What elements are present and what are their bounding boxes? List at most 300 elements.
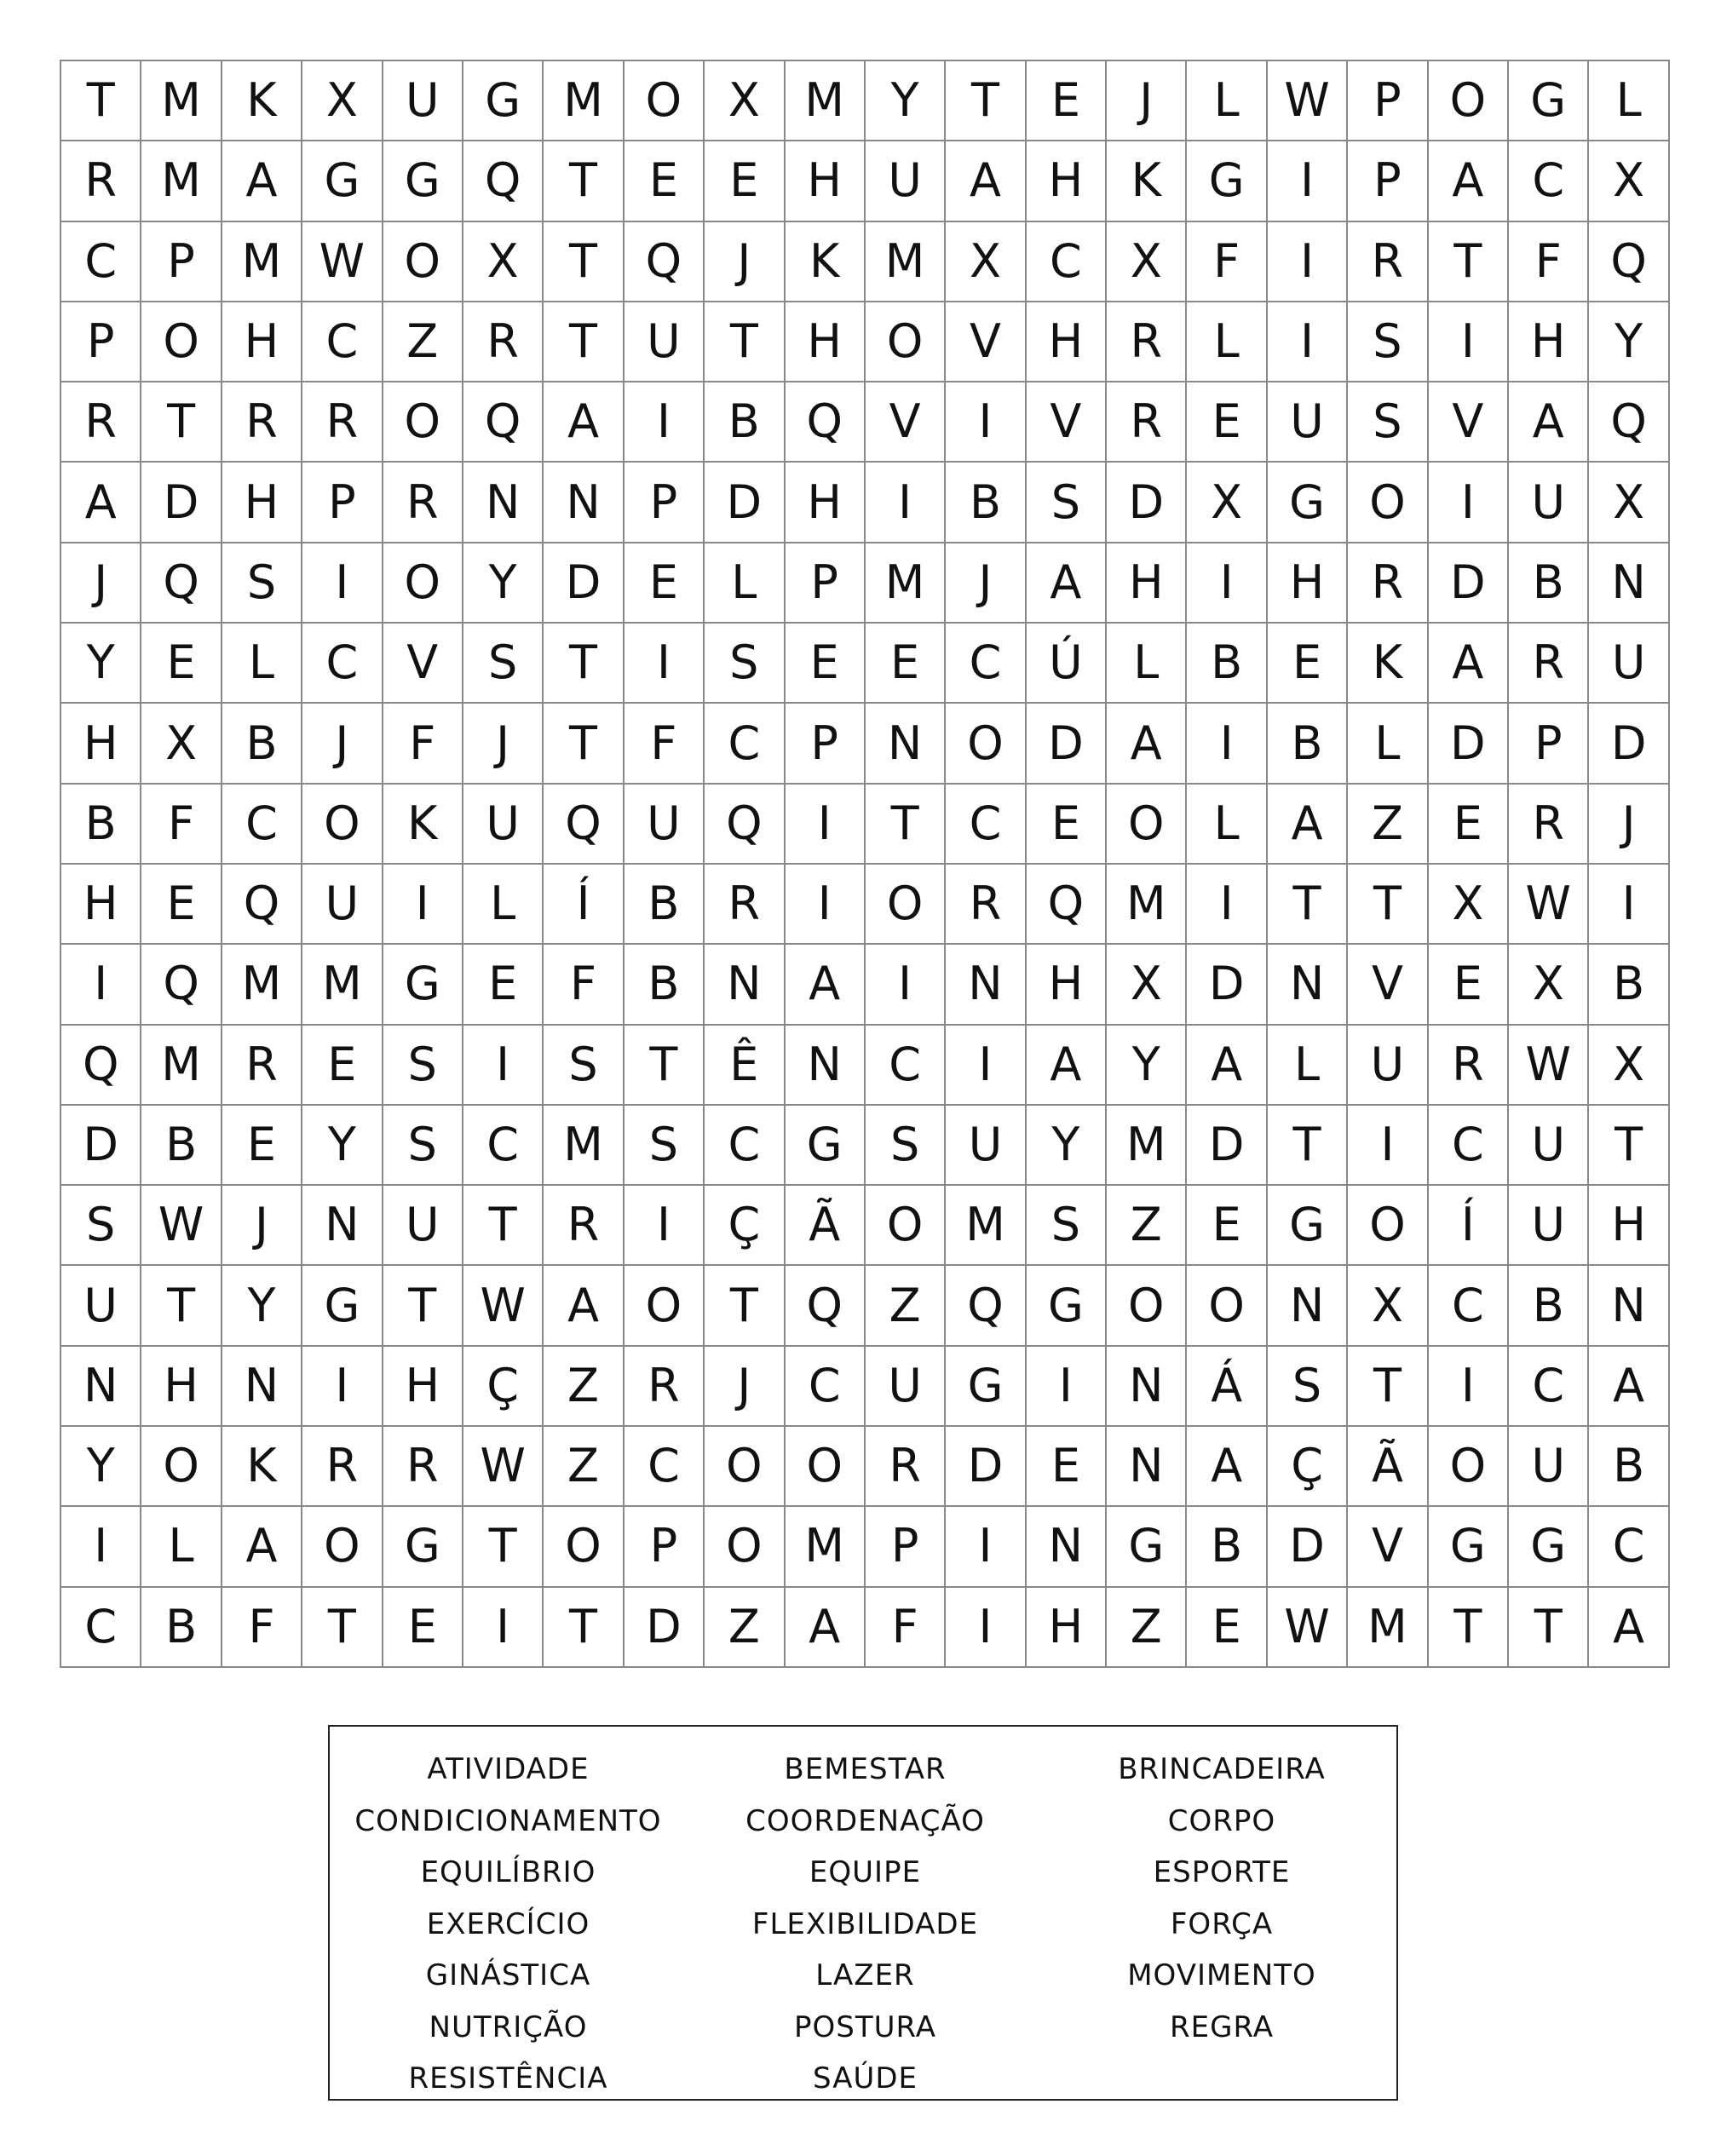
grid-cell[interactable]: U [1509,1186,1589,1266]
grid-cell[interactable]: J [705,1347,785,1427]
grid-cell[interactable]: T [544,704,624,784]
grid-cell[interactable]: M [544,61,624,141]
grid-cell[interactable]: A [1187,1026,1267,1106]
grid-cell[interactable]: M [141,61,222,141]
grid-cell[interactable]: O [1107,785,1187,865]
grid-cell[interactable]: X [1589,1026,1669,1106]
grid-cell[interactable]: V [383,624,463,704]
grid-cell[interactable]: N [463,463,544,543]
grid-cell[interactable]: I [1268,141,1348,221]
grid-cell[interactable]: I [946,1507,1026,1587]
grid-cell[interactable]: D [544,543,624,624]
grid-cell[interactable]: Ã [786,1186,866,1266]
grid-cell[interactable]: O [866,302,946,382]
grid-cell[interactable]: M [1348,1588,1428,1668]
grid-cell[interactable]: U [1348,1026,1428,1106]
grid-cell[interactable]: E [141,865,222,945]
grid-cell[interactable]: A [1509,382,1589,463]
grid-cell[interactable]: A [1187,1427,1267,1507]
grid-cell[interactable]: Z [1107,1588,1187,1668]
grid-cell[interactable]: W [1509,865,1589,945]
grid-cell[interactable]: T [1268,865,1348,945]
grid-cell[interactable]: I [1589,865,1669,945]
grid-cell[interactable]: D [1107,463,1187,543]
grid-cell[interactable]: L [705,543,785,624]
grid-cell[interactable]: M [544,1106,624,1186]
grid-cell[interactable]: A [1429,141,1509,221]
grid-cell[interactable]: G [786,1106,866,1186]
grid-cell[interactable]: E [141,624,222,704]
grid-cell[interactable]: V [1348,1507,1428,1587]
grid-cell[interactable]: J [222,1186,302,1266]
grid-cell[interactable]: I [946,1588,1026,1668]
grid-cell[interactable]: A [1589,1347,1669,1427]
grid-cell[interactable]: F [141,785,222,865]
grid-cell[interactable]: C [1429,1106,1509,1186]
grid-cell[interactable]: X [946,222,1026,302]
grid-cell[interactable]: T [544,624,624,704]
grid-cell[interactable]: C [705,704,785,784]
grid-cell[interactable]: E [222,1106,302,1186]
grid-cell[interactable]: Q [705,785,785,865]
grid-cell[interactable]: A [946,141,1026,221]
grid-cell[interactable]: J [1107,61,1187,141]
grid-cell[interactable]: M [141,1026,222,1106]
grid-cell[interactable]: I [946,382,1026,463]
grid-cell[interactable]: I [1187,704,1267,784]
grid-cell[interactable]: S [1027,463,1107,543]
grid-cell[interactable]: C [1589,1507,1669,1587]
grid-cell[interactable]: B [705,382,785,463]
grid-cell[interactable]: H [222,302,302,382]
grid-cell[interactable]: A [786,1588,866,1668]
grid-cell[interactable]: R [705,865,785,945]
grid-cell[interactable]: O [786,1427,866,1507]
grid-cell[interactable]: C [866,1026,946,1106]
grid-cell[interactable]: U [866,1347,946,1427]
grid-cell[interactable]: C [302,302,383,382]
grid-cell[interactable]: I [786,865,866,945]
grid-cell[interactable]: S [463,624,544,704]
grid-cell[interactable]: Í [544,865,624,945]
grid-cell[interactable]: P [302,463,383,543]
grid-cell[interactable]: X [1589,463,1669,543]
grid-cell[interactable]: X [1107,945,1187,1025]
grid-cell[interactable]: I [61,945,141,1025]
grid-cell[interactable]: E [1429,945,1509,1025]
grid-cell[interactable]: Q [1589,382,1669,463]
grid-cell[interactable]: G [302,1266,383,1346]
grid-cell[interactable]: B [625,865,705,945]
grid-cell[interactable]: R [1509,785,1589,865]
grid-cell[interactable]: W [463,1266,544,1346]
grid-cell[interactable]: G [1509,61,1589,141]
grid-cell[interactable]: D [705,463,785,543]
grid-cell[interactable]: C [1429,1266,1509,1346]
grid-cell[interactable]: N [61,1347,141,1427]
grid-cell[interactable]: Z [544,1347,624,1427]
grid-cell[interactable]: O [383,382,463,463]
grid-cell[interactable]: P [786,704,866,784]
grid-cell[interactable]: I [1027,1347,1107,1427]
grid-cell[interactable]: K [1107,141,1187,221]
grid-cell[interactable]: F [1509,222,1589,302]
grid-cell[interactable]: W [141,1186,222,1266]
grid-cell[interactable]: Q [544,785,624,865]
grid-cell[interactable]: E [463,945,544,1025]
grid-cell[interactable]: I [1268,302,1348,382]
grid-cell[interactable]: R [383,1427,463,1507]
grid-cell[interactable]: K [222,61,302,141]
grid-cell[interactable]: W [1268,61,1348,141]
grid-cell[interactable]: U [1268,382,1348,463]
grid-cell[interactable]: T [946,61,1026,141]
grid-cell[interactable]: J [302,704,383,784]
grid-cell[interactable]: T [544,222,624,302]
grid-cell[interactable]: L [1187,302,1267,382]
grid-cell[interactable]: T [383,1266,463,1346]
grid-cell[interactable]: M [866,543,946,624]
grid-cell[interactable]: E [1187,1588,1267,1668]
grid-cell[interactable]: H [1589,1186,1669,1266]
grid-cell[interactable]: O [302,1507,383,1587]
grid-cell[interactable]: Q [786,1266,866,1346]
grid-cell[interactable]: B [1268,704,1348,784]
grid-cell[interactable]: A [222,1507,302,1587]
grid-cell[interactable]: O [141,302,222,382]
grid-cell[interactable]: R [866,1427,946,1507]
grid-cell[interactable]: R [222,382,302,463]
grid-cell[interactable]: R [1107,302,1187,382]
grid-cell[interactable]: D [1187,945,1267,1025]
grid-cell[interactable]: X [302,61,383,141]
grid-cell[interactable]: D [1187,1106,1267,1186]
grid-cell[interactable]: A [786,945,866,1025]
grid-cell[interactable]: U [1509,1106,1589,1186]
grid-cell[interactable]: F [1187,222,1267,302]
grid-cell[interactable]: O [1187,1266,1267,1346]
grid-cell[interactable]: S [383,1026,463,1106]
grid-cell[interactable]: G [463,61,544,141]
grid-cell[interactable]: I [1268,222,1348,302]
grid-cell[interactable]: T [463,1507,544,1587]
grid-cell[interactable]: N [544,463,624,543]
grid-cell[interactable]: K [383,785,463,865]
grid-cell[interactable]: Ê [705,1026,785,1106]
grid-cell[interactable]: S [1268,1347,1348,1427]
grid-cell[interactable]: R [1348,543,1428,624]
grid-cell[interactable]: R [463,302,544,382]
grid-cell[interactable]: H [383,1347,463,1427]
grid-cell[interactable]: I [625,382,705,463]
grid-cell[interactable]: Y [1107,1026,1187,1106]
grid-cell[interactable]: O [141,1427,222,1507]
grid-cell[interactable]: X [1348,1266,1428,1346]
grid-cell[interactable]: R [544,1186,624,1266]
grid-cell[interactable]: Q [222,865,302,945]
grid-cell[interactable]: B [1187,1507,1267,1587]
grid-cell[interactable]: P [1348,141,1428,221]
grid-cell[interactable]: H [222,463,302,543]
grid-cell[interactable]: R [1107,382,1187,463]
grid-cell[interactable]: B [946,463,1026,543]
grid-cell[interactable]: M [1107,1106,1187,1186]
grid-cell[interactable]: I [302,543,383,624]
grid-cell[interactable]: U [1589,624,1669,704]
grid-cell[interactable]: C [302,624,383,704]
grid-cell[interactable]: O [1107,1266,1187,1346]
grid-cell[interactable]: A [1027,543,1107,624]
grid-cell[interactable]: H [1027,945,1107,1025]
grid-cell[interactable]: N [1107,1347,1187,1427]
grid-cell[interactable]: K [222,1427,302,1507]
grid-cell[interactable]: G [1509,1507,1589,1587]
grid-cell[interactable]: T [141,1266,222,1346]
grid-cell[interactable]: K [786,222,866,302]
grid-cell[interactable]: S [383,1106,463,1186]
grid-cell[interactable]: M [222,222,302,302]
grid-cell[interactable]: M [946,1186,1026,1266]
grid-cell[interactable]: Y [61,624,141,704]
grid-cell[interactable]: A [544,1266,624,1346]
grid-cell[interactable]: O [383,543,463,624]
grid-cell[interactable]: U [1509,1427,1589,1507]
grid-cell[interactable]: H [1027,141,1107,221]
grid-cell[interactable]: Z [1348,785,1428,865]
grid-cell[interactable]: W [302,222,383,302]
grid-cell[interactable]: D [946,1427,1026,1507]
grid-cell[interactable]: A [1107,704,1187,784]
grid-cell[interactable]: N [1589,1266,1669,1346]
grid-cell[interactable]: C [786,1347,866,1427]
grid-cell[interactable]: P [1509,704,1589,784]
grid-cell[interactable]: H [1027,1588,1107,1668]
grid-cell[interactable]: S [705,624,785,704]
grid-cell[interactable]: D [625,1588,705,1668]
grid-cell[interactable]: T [705,1266,785,1346]
grid-cell[interactable]: O [302,785,383,865]
grid-cell[interactable]: P [141,222,222,302]
grid-cell[interactable]: Q [463,382,544,463]
grid-cell[interactable]: M [1107,865,1187,945]
grid-cell[interactable]: E [625,543,705,624]
grid-cell[interactable]: O [705,1427,785,1507]
grid-cell[interactable]: O [1429,1427,1509,1507]
grid-cell[interactable]: I [866,463,946,543]
grid-cell[interactable]: L [463,865,544,945]
grid-cell[interactable]: H [786,302,866,382]
grid-cell[interactable]: H [61,865,141,945]
grid-cell[interactable]: H [1027,302,1107,382]
grid-cell[interactable]: Z [705,1588,785,1668]
grid-cell[interactable]: Z [866,1266,946,1346]
grid-cell[interactable]: Y [463,543,544,624]
grid-cell[interactable]: M [141,141,222,221]
grid-cell[interactable]: H [1268,543,1348,624]
grid-cell[interactable]: B [222,704,302,784]
grid-cell[interactable]: E [1187,1186,1267,1266]
grid-cell[interactable]: N [222,1347,302,1427]
grid-cell[interactable]: O [946,704,1026,784]
grid-cell[interactable]: W [1268,1588,1348,1668]
grid-cell[interactable]: L [1187,785,1267,865]
grid-cell[interactable]: Q [463,141,544,221]
grid-cell[interactable]: B [141,1106,222,1186]
grid-cell[interactable]: S [222,543,302,624]
grid-cell[interactable]: Z [544,1427,624,1507]
grid-cell[interactable]: Q [1589,222,1669,302]
grid-cell[interactable]: M [786,61,866,141]
grid-cell[interactable]: I [1187,543,1267,624]
grid-cell[interactable]: J [463,704,544,784]
grid-cell[interactable]: Ã [1348,1427,1428,1507]
grid-cell[interactable]: W [463,1427,544,1507]
grid-cell[interactable]: G [383,141,463,221]
grid-cell[interactable]: T [544,1588,624,1668]
grid-cell[interactable]: N [1589,543,1669,624]
grid-cell[interactable]: I [1429,463,1509,543]
grid-cell[interactable]: Y [1027,1106,1107,1186]
grid-cell[interactable]: Ú [1027,624,1107,704]
grid-cell[interactable]: R [1348,222,1428,302]
grid-cell[interactable]: Q [141,945,222,1025]
grid-cell[interactable]: G [946,1347,1026,1427]
grid-cell[interactable]: Á [1187,1347,1267,1427]
grid-cell[interactable]: U [946,1106,1026,1186]
grid-cell[interactable]: S [61,1186,141,1266]
grid-cell[interactable]: T [1429,222,1509,302]
grid-cell[interactable]: O [625,61,705,141]
grid-cell[interactable]: T [544,302,624,382]
grid-cell[interactable]: G [302,141,383,221]
grid-cell[interactable]: T [544,141,624,221]
grid-cell[interactable]: H [141,1347,222,1427]
grid-cell[interactable]: Ç [705,1186,785,1266]
grid-cell[interactable]: O [866,865,946,945]
grid-cell[interactable]: H [1509,302,1589,382]
grid-cell[interactable]: M [786,1507,866,1587]
grid-cell[interactable]: T [1348,1347,1428,1427]
grid-cell[interactable]: S [625,1106,705,1186]
grid-cell[interactable]: Q [141,543,222,624]
grid-cell[interactable]: U [625,785,705,865]
grid-cell[interactable]: L [141,1507,222,1587]
grid-cell[interactable]: Q [61,1026,141,1106]
grid-cell[interactable]: X [463,222,544,302]
grid-cell[interactable]: O [544,1507,624,1587]
grid-cell[interactable]: T [61,61,141,141]
grid-cell[interactable]: N [946,945,1026,1025]
grid-cell[interactable]: H [61,704,141,784]
grid-cell[interactable]: E [302,1026,383,1106]
grid-cell[interactable]: G [1268,463,1348,543]
grid-cell[interactable]: I [786,785,866,865]
grid-cell[interactable]: I [1429,1347,1509,1427]
grid-cell[interactable]: Ç [463,1347,544,1427]
grid-cell[interactable]: C [222,785,302,865]
grid-cell[interactable]: S [1027,1186,1107,1266]
grid-cell[interactable]: J [946,543,1026,624]
grid-cell[interactable]: F [222,1588,302,1668]
grid-cell[interactable]: S [544,1026,624,1106]
grid-cell[interactable]: I [625,1186,705,1266]
grid-cell[interactable]: Q [625,222,705,302]
grid-cell[interactable]: O [1348,1186,1428,1266]
grid-cell[interactable]: T [302,1588,383,1668]
grid-cell[interactable]: I [383,865,463,945]
grid-cell[interactable]: X [1187,463,1267,543]
grid-cell[interactable]: T [705,302,785,382]
grid-cell[interactable]: N [1027,1507,1107,1587]
grid-cell[interactable]: P [61,302,141,382]
grid-cell[interactable]: M [302,945,383,1025]
grid-cell[interactable]: Q [786,382,866,463]
grid-cell[interactable]: B [1187,624,1267,704]
grid-cell[interactable]: U [302,865,383,945]
grid-cell[interactable]: Y [1589,302,1669,382]
grid-cell[interactable]: P [786,543,866,624]
grid-cell[interactable]: U [383,1186,463,1266]
grid-cell[interactable]: C [1509,1347,1589,1427]
grid-cell[interactable]: B [1509,543,1589,624]
grid-cell[interactable]: X [1589,141,1669,221]
grid-cell[interactable]: N [705,945,785,1025]
grid-cell[interactable]: I [463,1026,544,1106]
grid-cell[interactable]: N [786,1026,866,1106]
grid-cell[interactable]: A [1429,624,1509,704]
grid-cell[interactable]: E [1027,61,1107,141]
grid-cell[interactable]: R [302,382,383,463]
grid-cell[interactable]: C [1027,222,1107,302]
grid-cell[interactable]: Ç [1268,1427,1348,1507]
grid-cell[interactable]: I [1429,302,1509,382]
grid-cell[interactable]: H [786,141,866,221]
grid-cell[interactable]: Q [1027,865,1107,945]
grid-cell[interactable]: A [1027,1026,1107,1106]
grid-cell[interactable]: E [705,141,785,221]
grid-cell[interactable]: E [1429,785,1509,865]
grid-cell[interactable]: U [1509,463,1589,543]
grid-cell[interactable]: V [1027,382,1107,463]
grid-cell[interactable]: I [866,945,946,1025]
grid-cell[interactable]: R [625,1347,705,1427]
grid-cell[interactable]: G [1107,1507,1187,1587]
grid-cell[interactable]: D [61,1106,141,1186]
grid-cell[interactable]: A [544,382,624,463]
grid-cell[interactable]: N [1268,945,1348,1025]
grid-cell[interactable]: C [946,624,1026,704]
grid-cell[interactable]: A [222,141,302,221]
grid-cell[interactable]: U [866,141,946,221]
grid-cell[interactable]: G [383,945,463,1025]
grid-cell[interactable]: H [786,463,866,543]
grid-cell[interactable]: D [1589,704,1669,784]
grid-cell[interactable]: Y [222,1266,302,1346]
grid-cell[interactable]: L [1348,704,1428,784]
grid-cell[interactable]: U [383,61,463,141]
grid-cell[interactable]: B [1589,945,1669,1025]
grid-cell[interactable]: S [866,1106,946,1186]
grid-cell[interactable]: E [1268,624,1348,704]
grid-cell[interactable]: V [1348,945,1428,1025]
grid-cell[interactable]: E [1187,382,1267,463]
grid-cell[interactable]: B [141,1588,222,1668]
grid-cell[interactable]: E [1027,785,1107,865]
grid-cell[interactable]: B [1589,1427,1669,1507]
grid-cell[interactable]: B [61,785,141,865]
grid-cell[interactable]: F [383,704,463,784]
grid-cell[interactable]: T [463,1186,544,1266]
